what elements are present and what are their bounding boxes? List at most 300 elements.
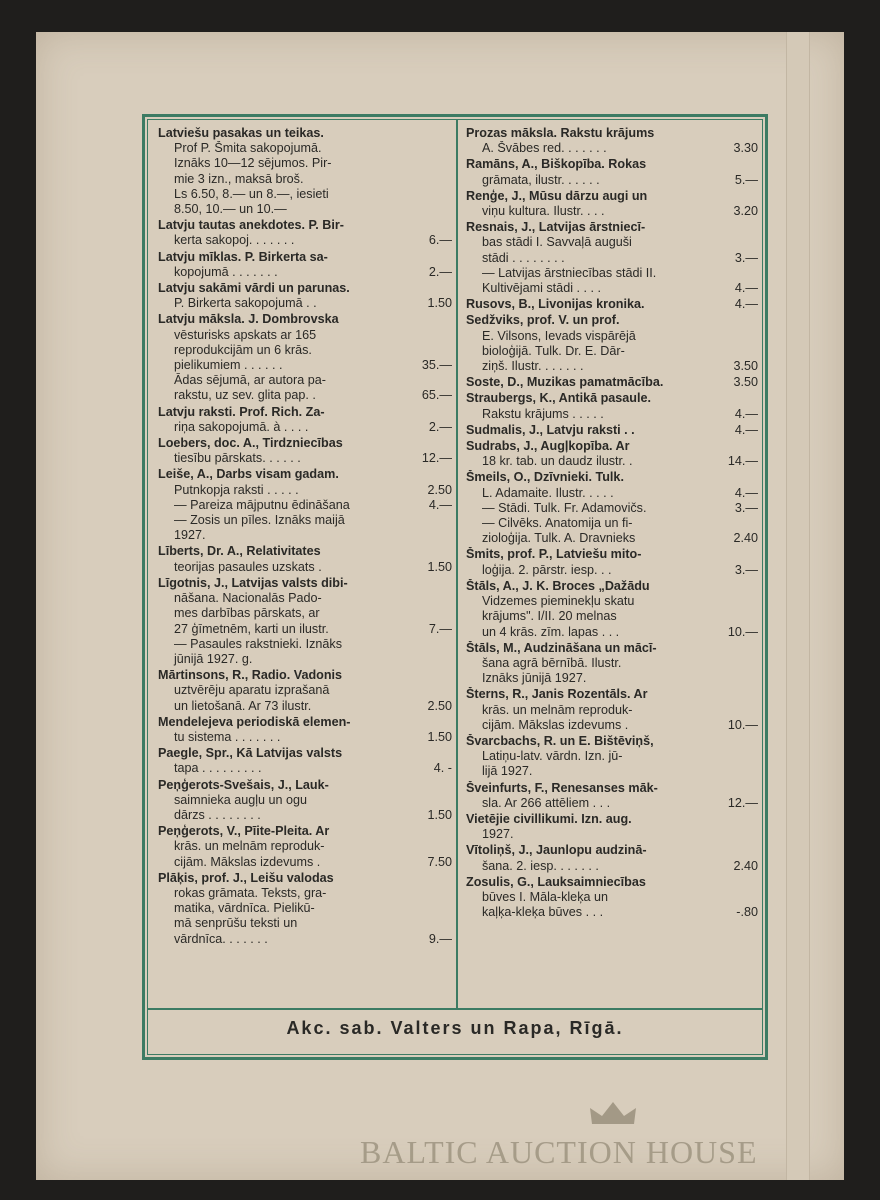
entry-line bbox=[158, 622, 452, 637]
entry-price bbox=[412, 328, 452, 343]
entry-line bbox=[466, 470, 758, 485]
catalog-entry bbox=[466, 189, 758, 219]
entry-line bbox=[466, 329, 758, 344]
entry-line bbox=[466, 609, 758, 624]
catalog-entry bbox=[158, 778, 452, 824]
entry-price bbox=[724, 579, 758, 594]
entry-price bbox=[412, 793, 452, 808]
catalog-entry bbox=[466, 470, 758, 546]
entry-price: 3.20 bbox=[733, 204, 758, 219]
entry-line bbox=[158, 172, 452, 187]
catalog-entry bbox=[466, 423, 758, 438]
entry-price: 2.40 bbox=[733, 858, 758, 873]
entry-price bbox=[724, 890, 758, 905]
entry-line bbox=[158, 683, 452, 698]
entry-line bbox=[466, 141, 758, 156]
entry-line bbox=[158, 328, 452, 343]
entry-line bbox=[158, 250, 452, 265]
entry-price bbox=[724, 189, 758, 204]
entry-price bbox=[724, 703, 758, 718]
entry-text: E. Vilsons, Ievads vispārējā bbox=[482, 328, 636, 343]
entry-line bbox=[466, 764, 758, 779]
catalog-entry bbox=[466, 547, 758, 577]
entry-line bbox=[466, 703, 758, 718]
entry-price bbox=[724, 547, 758, 562]
catalog-entry bbox=[466, 157, 758, 187]
entry-price bbox=[412, 606, 452, 621]
entry-text: vārdnīca. . . . . . . bbox=[174, 931, 268, 946]
entry-title: Štāls, A., J. K. Broces „Dažādu bbox=[466, 578, 650, 593]
entry-line bbox=[466, 266, 758, 281]
entry-text: cijām. Mākslas izdevums . bbox=[482, 717, 629, 732]
book-spine-fold bbox=[786, 32, 810, 1180]
entry-text: lijā 1927. bbox=[482, 764, 533, 779]
entry-price bbox=[724, 749, 758, 764]
entry-line bbox=[158, 808, 452, 823]
entry-price bbox=[412, 901, 452, 916]
catalog-entry bbox=[466, 812, 758, 842]
entry-price: 7.50 bbox=[427, 854, 452, 869]
entry-price bbox=[724, 609, 758, 624]
entry-line bbox=[466, 454, 758, 469]
entry-line bbox=[466, 641, 758, 656]
entry-line bbox=[158, 513, 452, 528]
entry-price: 4.— bbox=[734, 281, 758, 296]
entry-line bbox=[466, 734, 758, 749]
catalog-entry bbox=[158, 312, 452, 403]
entry-text: — Cilvēks. Anatomija un fi- bbox=[482, 516, 633, 531]
entry-line bbox=[466, 625, 758, 640]
entry-title: Latvju raksti. Prof. Rich. Za- bbox=[158, 404, 325, 419]
entry-text: un 4 krās. zīm. lapas . . . bbox=[482, 624, 620, 639]
entry-text: mā senprūšu teksti un bbox=[174, 916, 298, 931]
entry-text: šana agrā bērnībā. Ilustr. bbox=[482, 655, 622, 670]
catalog-entry bbox=[158, 126, 452, 217]
entry-line bbox=[158, 388, 452, 403]
entry-line bbox=[158, 871, 452, 886]
catalog-entry bbox=[466, 220, 758, 296]
entry-title: Līgotnis, J., Latvijas valsts dibi- bbox=[158, 575, 348, 590]
entry-title: Štāls, M., Audzināšana un mācī- bbox=[466, 640, 657, 655]
entry-text: grāmata, ilustr. . . . . . bbox=[482, 172, 600, 187]
entry-price bbox=[412, 839, 452, 854]
entry-text: krājums". I/II. 20 melnas bbox=[482, 609, 617, 624]
entry-line bbox=[466, 812, 758, 827]
entry-title: Šterns, R., Janis Rozentāls. Ar bbox=[466, 687, 648, 702]
entry-line bbox=[158, 916, 452, 931]
entry-text: Latiņu-latv. vārdn. Izn. jū- bbox=[482, 749, 623, 764]
entry-line bbox=[466, 687, 758, 702]
entry-line bbox=[466, 189, 758, 204]
entry-line bbox=[158, 824, 452, 839]
entry-price: 2.— bbox=[428, 264, 452, 279]
entry-line bbox=[466, 375, 758, 390]
catalog-entry bbox=[158, 250, 452, 280]
entry-line bbox=[466, 359, 758, 374]
footer-rule bbox=[147, 1008, 763, 1010]
entry-price: 10.— bbox=[727, 624, 758, 639]
entry-title: Mārtinsons, R., Radio. Vadonis bbox=[158, 668, 343, 683]
catalog-entry bbox=[158, 715, 452, 745]
catalog-entry bbox=[466, 734, 758, 780]
catalog-column-left bbox=[158, 126, 452, 948]
entry-price bbox=[724, 764, 758, 779]
entry-line bbox=[158, 576, 452, 591]
entry-price bbox=[412, 871, 452, 886]
entry-text: bas stādi I. Savvaļā auguši bbox=[482, 235, 632, 250]
entry-line bbox=[466, 297, 758, 312]
entry-text: kerta sakopoj. . . . . . . bbox=[174, 233, 295, 248]
entry-price bbox=[412, 668, 452, 683]
entry-price: 4.— bbox=[734, 422, 758, 437]
entry-text: dārzs . . . . . . . . bbox=[174, 807, 261, 822]
entry-text: — Stādi. Tulk. Fr. Adamovičs. bbox=[482, 500, 647, 515]
entry-price: 2.— bbox=[428, 419, 452, 434]
publisher-footer: Akc. sab. Valters un Rapa, Rīgā. bbox=[286, 1018, 624, 1038]
entry-line bbox=[158, 296, 452, 311]
catalog-entry bbox=[158, 544, 452, 574]
entry-line bbox=[158, 652, 452, 667]
entry-line bbox=[158, 761, 452, 776]
catalog-entry bbox=[466, 439, 758, 469]
entry-price bbox=[412, 312, 452, 327]
entry-price bbox=[724, 734, 758, 749]
entry-line bbox=[466, 859, 758, 874]
entry-text: šana. 2. iesp. . . . . . . bbox=[482, 858, 599, 873]
entry-title: Vietējie civillikumi. Izn. aug. bbox=[466, 811, 632, 826]
entry-line bbox=[158, 281, 452, 296]
entry-price bbox=[724, 781, 758, 796]
entry-line bbox=[466, 344, 758, 359]
entry-text: L. Adamaite. Ilustr. . . . . bbox=[482, 485, 614, 500]
entry-price bbox=[724, 827, 758, 842]
entry-title: Vītoliņš, J., Jaunlopu audzinā- bbox=[466, 843, 647, 858]
entry-price: 3.— bbox=[734, 250, 758, 265]
entry-price bbox=[412, 916, 452, 931]
entry-text: sla. Ar 266 attēliem . . . bbox=[482, 795, 611, 810]
entry-line bbox=[158, 637, 452, 652]
entry-price bbox=[724, 329, 758, 344]
entry-price: 5.— bbox=[734, 172, 758, 187]
entry-line bbox=[466, 579, 758, 594]
entry-line bbox=[158, 343, 452, 358]
entry-title: Latvju mīklas. P. Birkerta sa- bbox=[158, 249, 328, 264]
entry-line bbox=[158, 373, 452, 388]
entry-title: Peņģerots, V., Pīite-Pleita. Ar bbox=[158, 824, 330, 839]
entry-text: uztvērēju aparatu izprašanā bbox=[174, 683, 330, 698]
catalog-entry bbox=[466, 781, 758, 811]
entry-line bbox=[158, 746, 452, 761]
column-divider bbox=[456, 119, 458, 1009]
entry-title: Peņģerots-Svešais, J., Lauk- bbox=[158, 777, 329, 792]
entry-text: tu sistema . . . . . . . bbox=[174, 729, 281, 744]
crown-icon bbox=[588, 1100, 638, 1128]
entry-price bbox=[724, 594, 758, 609]
entry-line bbox=[466, 796, 758, 811]
entry-price bbox=[412, 405, 452, 420]
entry-text: Prof P. Šmita sakopojumā. bbox=[174, 141, 322, 156]
entry-text: mes darbības pārskats, ar bbox=[174, 606, 320, 621]
entry-price bbox=[412, 778, 452, 793]
entry-price bbox=[412, 652, 452, 667]
entry-price bbox=[412, 513, 452, 528]
entry-title: Loebers, doc. A., Tirdzniecības bbox=[158, 436, 343, 451]
entry-line bbox=[158, 436, 452, 451]
entry-price bbox=[724, 157, 758, 172]
entry-text: teorijas pasaules uzskats . bbox=[174, 559, 322, 574]
entry-line bbox=[158, 498, 452, 513]
entry-price bbox=[412, 715, 452, 730]
entry-text: 1927. bbox=[482, 827, 514, 842]
entry-line bbox=[158, 483, 452, 498]
entry-price bbox=[724, 439, 758, 454]
entry-title: Zosulis, G., Lauksaimniecības bbox=[466, 874, 646, 889]
entry-price bbox=[412, 373, 452, 388]
entry-title: Straubergs, K., Antikā pasaule. bbox=[466, 391, 651, 406]
entry-text: Iznāks jūnijā 1927. bbox=[482, 671, 587, 686]
entry-text: stādi . . . . . . . . bbox=[482, 250, 565, 265]
entry-text: P. Birkerta sakopojumā . . bbox=[174, 296, 317, 311]
entry-price bbox=[724, 344, 758, 359]
entry-line bbox=[158, 699, 452, 714]
entry-line bbox=[158, 528, 452, 543]
entry-title: Soste, D., Muzikas pamatmācība. bbox=[466, 375, 664, 390]
entry-price bbox=[724, 470, 758, 485]
entry-line bbox=[466, 563, 758, 578]
entry-text: 18 kr. tab. un daudz ilustr. . bbox=[482, 454, 633, 469]
entry-price bbox=[412, 576, 452, 591]
entry-price: 1.50 bbox=[427, 296, 452, 311]
entry-price: 35.— bbox=[421, 358, 452, 373]
entry-title: Šveinfurts, F., Renesanses māk- bbox=[466, 780, 658, 795]
entry-text: jūnijā 1927. g. bbox=[174, 651, 253, 666]
entry-line bbox=[158, 451, 452, 466]
entry-line bbox=[158, 606, 452, 621]
entry-line bbox=[158, 932, 452, 947]
entry-title: Ramāns, A., Biškopība. Rokas bbox=[466, 157, 647, 172]
catalog-entry bbox=[158, 281, 452, 311]
entry-line bbox=[158, 886, 452, 901]
catalog-entry bbox=[466, 375, 758, 390]
entry-price: 10.— bbox=[727, 717, 758, 732]
entry-line bbox=[158, 668, 452, 683]
entry-line bbox=[158, 358, 452, 373]
entry-price bbox=[412, 187, 452, 202]
entry-price: 2.50 bbox=[427, 698, 452, 713]
entry-text: Ādas sējumā, ar autora pa- bbox=[174, 373, 326, 388]
entry-title: Resnais, J., Latvijas ārstniecī- bbox=[466, 220, 646, 235]
entry-line bbox=[158, 793, 452, 808]
entry-text: saimnieka augļu un ogu bbox=[174, 792, 308, 807]
catalog-entry bbox=[158, 668, 452, 714]
catalog-entry bbox=[466, 313, 758, 374]
entry-text: matika, vārdnīca. Pielikū- bbox=[174, 901, 315, 916]
catalog-entry bbox=[158, 467, 452, 543]
entry-price bbox=[412, 141, 452, 156]
entry-text: un lietošanā. Ar 73 ilustr. bbox=[174, 698, 312, 713]
entry-price bbox=[412, 343, 452, 358]
entry-price: 2.40 bbox=[733, 531, 758, 546]
entry-price bbox=[412, 637, 452, 652]
entry-title: Šmeils, O., Dzīvnieki. Tulk. bbox=[466, 470, 624, 485]
entry-title: Švarcbachs, R. un E. Bištēviņš, bbox=[466, 733, 654, 748]
entry-price: 7.— bbox=[428, 621, 452, 636]
entry-price bbox=[724, 843, 758, 858]
entry-title: Latviešu pasakas un teikas. bbox=[158, 126, 324, 140]
catalog-entry bbox=[158, 746, 452, 776]
entry-price bbox=[724, 656, 758, 671]
entry-text: vēsturisks apskats ar 165 bbox=[174, 327, 317, 342]
entry-price bbox=[412, 746, 452, 761]
entry-line bbox=[158, 218, 452, 233]
entry-line bbox=[158, 265, 452, 280]
entry-price bbox=[724, 671, 758, 686]
entry-text: 8.50, 10.— un 10.— bbox=[174, 202, 287, 217]
entry-text: būves I. Māla-kleķa un bbox=[482, 889, 608, 904]
catalog-entry bbox=[158, 576, 452, 667]
entry-price bbox=[412, 886, 452, 901]
entry-line bbox=[466, 905, 758, 920]
entry-line bbox=[466, 407, 758, 422]
entry-price bbox=[412, 591, 452, 606]
catalog-entry bbox=[466, 126, 758, 156]
entry-text: pielikumiem . . . . . . bbox=[174, 358, 283, 373]
entry-line bbox=[466, 781, 758, 796]
entry-line bbox=[466, 281, 758, 296]
catalog-entry bbox=[158, 436, 452, 466]
catalog-entry bbox=[466, 843, 758, 873]
entry-line bbox=[466, 656, 758, 671]
entry-text: 1927. bbox=[174, 528, 206, 543]
entry-text: — Zosis un pīles. Iznāks maijā bbox=[174, 513, 345, 528]
entry-title: Leiše, A., Darbs visam gadam. bbox=[158, 467, 339, 482]
entry-line bbox=[158, 544, 452, 559]
entry-text: cijām. Mākslas izdevums . bbox=[174, 854, 321, 869]
entry-title: Latvju māksla. J. Dombrovska bbox=[158, 312, 339, 327]
entry-title: Sudrabs, J., Augļkopība. Ar bbox=[466, 439, 630, 454]
entry-text: rakstu, uz sev. glita pap. . bbox=[174, 388, 316, 403]
entry-line bbox=[158, 233, 452, 248]
catalog-entry bbox=[466, 297, 758, 312]
entry-title: Šmits, prof. P., Latviešu mito- bbox=[466, 547, 642, 562]
entry-price bbox=[412, 156, 452, 171]
entry-line bbox=[158, 560, 452, 575]
entry-text: loģija. 2. pārstr. iesp. . . bbox=[482, 562, 612, 577]
entry-price: 1.50 bbox=[427, 807, 452, 822]
entry-price: 65.— bbox=[421, 388, 452, 403]
entry-price: 12.— bbox=[421, 451, 452, 466]
entry-line bbox=[158, 141, 452, 156]
catalog-entry bbox=[158, 218, 452, 248]
entry-text: tapa . . . . . . . . . bbox=[174, 761, 262, 776]
entry-text: bioloģijā. Tulk. Dr. E. Dār- bbox=[482, 343, 625, 358]
entry-text: Vidzemes pieminekļu skatu bbox=[482, 594, 635, 609]
entry-price: 3.— bbox=[734, 562, 758, 577]
entry-line bbox=[158, 591, 452, 606]
entry-text: kaļķa-kleķa būves . . . bbox=[482, 905, 604, 920]
entry-title: Mendelejeva periodiskā elemen- bbox=[158, 714, 351, 729]
entry-price bbox=[724, 516, 758, 531]
entry-text: — Latvijas ārstniecības stādi II. bbox=[482, 265, 657, 280]
entry-line bbox=[158, 420, 452, 435]
entry-text: Kultivējami stādi . . . . bbox=[482, 281, 601, 296]
entry-text: A. Švābes red. . . . . . . bbox=[482, 141, 607, 156]
entry-title: Līberts, Dr. A., Relativitates bbox=[158, 544, 321, 559]
entry-price bbox=[724, 812, 758, 827]
entry-text: krās. un melnām reproduk- bbox=[482, 702, 633, 717]
entry-title: Sudmalis, J., Latvju raksti . . bbox=[466, 422, 635, 437]
entry-text: riņa sakopojumā. à . . . . bbox=[174, 419, 309, 434]
entry-price bbox=[412, 436, 452, 451]
entry-price: 3.50 bbox=[733, 359, 758, 374]
catalog-entry bbox=[158, 824, 452, 870]
entry-price bbox=[724, 126, 758, 141]
entry-line bbox=[466, 827, 758, 842]
entry-price: 4.— bbox=[734, 406, 758, 421]
entry-line bbox=[466, 531, 758, 546]
entry-line bbox=[466, 391, 758, 406]
entry-text: Iznāks 10—12 sējumos. Pir- bbox=[174, 156, 332, 171]
entry-line bbox=[466, 547, 758, 562]
entry-line bbox=[466, 890, 758, 905]
entry-line bbox=[158, 855, 452, 870]
entry-price: 9.— bbox=[428, 931, 452, 946]
entry-title: Paegle, Spr., Kā Latvijas valsts bbox=[158, 746, 343, 761]
entry-line bbox=[466, 749, 758, 764]
entry-price: 1.50 bbox=[427, 729, 452, 744]
entry-line bbox=[158, 839, 452, 854]
entry-price: 4.— bbox=[428, 497, 452, 512]
entry-line bbox=[466, 126, 758, 141]
entry-line bbox=[466, 594, 758, 609]
entry-price: -.80 bbox=[736, 905, 758, 920]
entry-text: reprodukcijām un 6 krās. bbox=[174, 342, 312, 357]
entry-price bbox=[724, 220, 758, 235]
entry-price bbox=[412, 683, 452, 698]
entry-line bbox=[158, 730, 452, 745]
entry-price bbox=[412, 250, 452, 265]
catalog-entry bbox=[466, 579, 758, 640]
catalog-entry bbox=[158, 871, 452, 947]
catalog-entry bbox=[466, 687, 758, 733]
entry-text: — Pareiza mājputnu ēdināšana bbox=[174, 497, 350, 512]
entry-price: 3.— bbox=[734, 500, 758, 515]
entry-price: 12.— bbox=[727, 795, 758, 810]
entry-text: viņu kultura. Ilustr. . . . bbox=[482, 204, 605, 219]
entry-line bbox=[466, 718, 758, 733]
entry-price: 14.— bbox=[727, 454, 758, 469]
entry-title: Latvju sakāmi vārdi un parunas. bbox=[158, 281, 350, 296]
entry-line bbox=[466, 875, 758, 890]
entry-price bbox=[724, 313, 758, 328]
entry-text: kopojumā . . . . . . . bbox=[174, 264, 278, 279]
entry-price bbox=[412, 202, 452, 217]
entry-text: tiesību pārskats. . . . . . bbox=[174, 451, 301, 466]
entry-line bbox=[158, 715, 452, 730]
entry-line bbox=[158, 778, 452, 793]
entry-line bbox=[466, 173, 758, 188]
entry-price bbox=[412, 126, 452, 141]
entry-price: 3.50 bbox=[733, 375, 758, 390]
entry-price bbox=[412, 172, 452, 187]
entry-price bbox=[412, 824, 452, 839]
auction-watermark: BALTIC AUCTION HOUSE bbox=[360, 1134, 758, 1170]
entry-line bbox=[466, 313, 758, 328]
entry-price bbox=[412, 218, 452, 233]
entry-line bbox=[158, 156, 452, 171]
entry-line bbox=[158, 126, 452, 141]
entry-price: 6.— bbox=[428, 233, 452, 248]
